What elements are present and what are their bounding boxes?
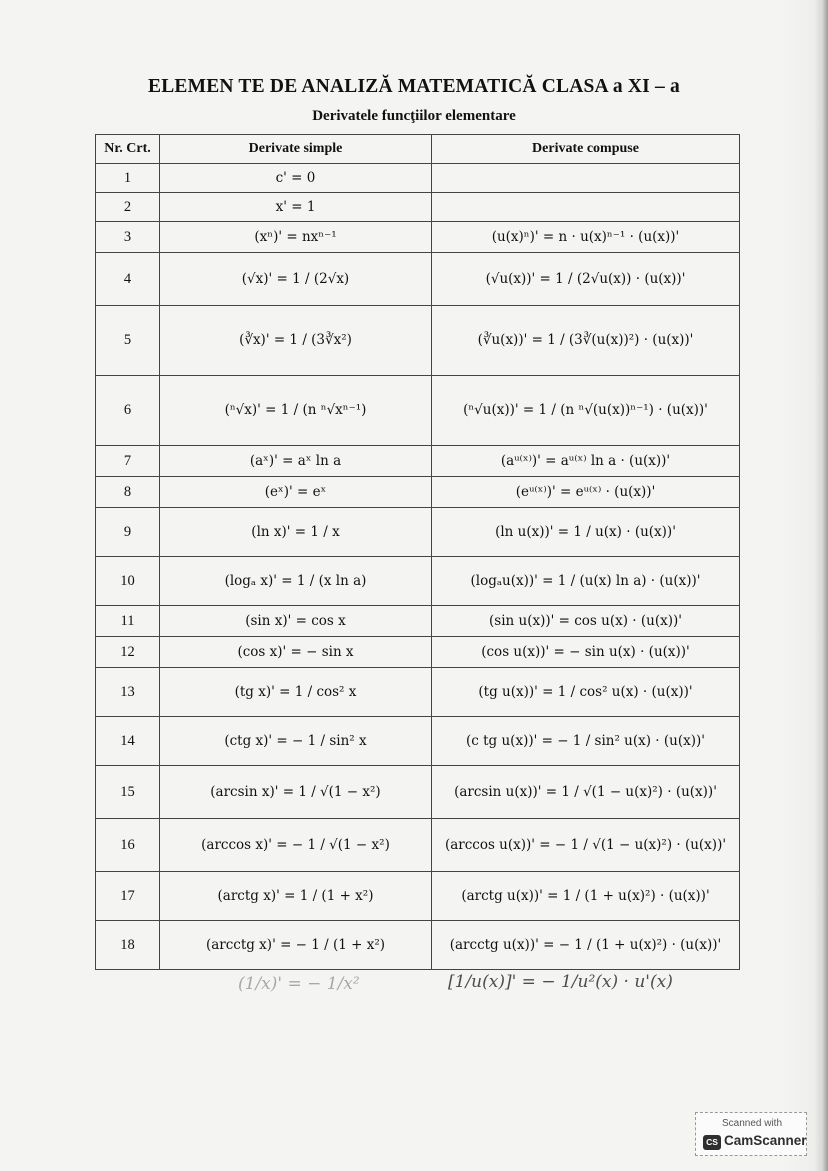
page-subtitle: Derivatele funcţiilor elementare [312, 108, 516, 124]
row-number: 17 [96, 872, 160, 921]
simple-derivative [160, 557, 432, 606]
formula: (xⁿ)' = nxⁿ⁻¹ [254, 228, 337, 245]
table-row [96, 222, 740, 253]
table-row [96, 477, 740, 508]
simple-derivative [160, 766, 432, 819]
row-number: 8 [96, 477, 160, 508]
formula: x' = 1 [275, 198, 316, 215]
formula: (arcsin x)' = 1 / √(1 − x²) [210, 783, 381, 800]
formula: (sin u(x))' = cos u(x) · (u(x))' [489, 612, 682, 629]
column-header-nr: Nr. Crt. [96, 135, 160, 164]
formula: (ⁿ√x)' = 1 / (n ⁿ√xⁿ⁻¹) [224, 402, 367, 418]
table-row [96, 606, 740, 637]
formula: (cos u(x))' = − sin u(x) · (u(x))' [481, 643, 690, 660]
compound-derivative [432, 637, 740, 668]
compound-derivative [432, 222, 740, 253]
formula: (logₐ x)' = 1 / (x ln a) [224, 572, 367, 589]
simple-derivative [160, 164, 432, 193]
simple-derivative [160, 306, 432, 376]
compound-derivative [432, 766, 740, 819]
formula: c' = 0 [275, 169, 316, 186]
simple-derivative [160, 253, 432, 306]
formula: (arccos x)' = − 1 / √(1 − x²) [201, 836, 390, 853]
simple-derivative [160, 921, 432, 970]
row-number: 14 [96, 717, 160, 766]
compound-derivative [432, 477, 740, 508]
camscanner-brand: CamScanner [724, 1133, 807, 1148]
formula: (tg x)' = 1 / cos² x [234, 683, 357, 700]
handwritten-note-right: [1/u(x)]' = − 1/u²(x) · u'(x) [448, 972, 673, 992]
row-number: 1 [96, 164, 160, 193]
formula: (aˣ)' = aˣ ln a [249, 452, 342, 469]
formula: (eᵘ⁽ˣ⁾)' = eᵘ⁽ˣ⁾ · (u(x))' [515, 483, 656, 500]
compound-derivative [432, 193, 740, 222]
formula: (∛u(x))' = 1 / (3∛(u(x))²) · (u(x))' [477, 332, 694, 348]
formula: (logₐu(x))' = 1 / (u(x) ln a) · (u(x))' [470, 572, 701, 589]
compound-derivative [432, 557, 740, 606]
table-row [96, 446, 740, 477]
row-number: 16 [96, 819, 160, 872]
row-number: 18 [96, 921, 160, 970]
table-row [96, 253, 740, 306]
compound-derivative [432, 819, 740, 872]
compound-derivative [432, 253, 740, 306]
table-row [96, 668, 740, 717]
compound-derivative [432, 872, 740, 921]
formula: (ln x)' = 1 / x [251, 523, 340, 540]
derivatives-table [95, 134, 740, 970]
formula: (sin x)' = cos x [245, 612, 346, 629]
formula: (ⁿ√u(x))' = 1 / (n ⁿ√(u(x))ⁿ⁻¹) · (u(x))' [463, 402, 708, 418]
simple-derivative [160, 222, 432, 253]
compound-derivative [432, 164, 740, 193]
formula: (arcsin u(x))' = 1 / √(1 − u(x)²) · (u(x))' [454, 783, 717, 800]
handwritten-note-left: (1/x)' = − 1/x² [238, 974, 360, 994]
row-number: 9 [96, 508, 160, 557]
formula: (arccos u(x))' = − 1 / √(1 − u(x)²) · (u(x))' [444, 836, 727, 853]
formula: (arcctg u(x))' = − 1 / (1 + u(x)²) · (u(x))' [449, 936, 722, 953]
page-title: ELEMEN TE DE ANALIZĂ MATEMATICĂ CLASA a XI – a [148, 76, 680, 97]
table-row [96, 376, 740, 446]
simple-derivative [160, 376, 432, 446]
row-number: 11 [96, 606, 160, 637]
formula: (tg u(x))' = 1 / cos² u(x) · (u(x))' [478, 683, 693, 700]
formula: (arcctg x)' = − 1 / (1 + x²) [205, 936, 386, 953]
table-row [96, 637, 740, 668]
table-row [96, 557, 740, 606]
formula: (∛x)' = 1 / (3∛x²) [239, 332, 352, 348]
table-row [96, 766, 740, 819]
column-header-simple: Derivate simple [160, 135, 432, 164]
formula: (√x)' = 1 / (2√x) [241, 270, 350, 287]
row-number: 2 [96, 193, 160, 222]
row-number: 7 [96, 446, 160, 477]
table-row [96, 164, 740, 193]
simple-derivative [160, 477, 432, 508]
table-row [96, 819, 740, 872]
row-number: 6 [96, 376, 160, 446]
simple-derivative [160, 819, 432, 872]
row-number: 13 [96, 668, 160, 717]
column-header-compound: Derivate compuse [432, 135, 740, 164]
simple-derivative [160, 508, 432, 557]
table-row [96, 717, 740, 766]
simple-derivative [160, 717, 432, 766]
formula: (ctg x)' = − 1 / sin² x [224, 732, 367, 749]
formula: (c tg u(x))' = − 1 / sin² u(x) · (u(x))' [466, 732, 705, 749]
table-row [96, 508, 740, 557]
formula: (ln u(x))' = 1 / u(x) · (u(x))' [495, 523, 676, 540]
formula: (arctg u(x))' = 1 / (1 + u(x)²) · (u(x))' [461, 887, 710, 904]
scanned-with-label: Scanned with [721, 1118, 783, 1129]
table-row [96, 921, 740, 970]
camscanner-watermark [695, 1112, 807, 1156]
formula: (u(x)ⁿ)' = n · u(x)ⁿ⁻¹ · (u(x))' [491, 228, 680, 245]
compound-derivative [432, 606, 740, 637]
simple-derivative [160, 637, 432, 668]
table-row [96, 872, 740, 921]
compound-derivative [432, 668, 740, 717]
row-number: 4 [96, 253, 160, 306]
compound-derivative [432, 717, 740, 766]
compound-derivative [432, 446, 740, 477]
table-header-row [96, 135, 740, 164]
camscanner-logo-icon: CS [703, 1135, 721, 1150]
simple-derivative [160, 606, 432, 637]
simple-derivative [160, 668, 432, 717]
simple-derivative [160, 446, 432, 477]
formula: (√u(x))' = 1 / (2√u(x)) · (u(x))' [485, 270, 686, 287]
formula: (cos x)' = − sin x [237, 643, 354, 660]
compound-derivative [432, 921, 740, 970]
formula: (eˣ)' = eˣ [264, 483, 327, 500]
compound-derivative [432, 376, 740, 446]
formula: (aᵘ⁽ˣ⁾)' = aᵘ⁽ˣ⁾ ln a · (u(x))' [500, 452, 671, 469]
compound-derivative [432, 306, 740, 376]
compound-derivative [432, 508, 740, 557]
table-row [96, 193, 740, 222]
row-number: 10 [96, 557, 160, 606]
row-number: 5 [96, 306, 160, 376]
simple-derivative [160, 193, 432, 222]
simple-derivative [160, 872, 432, 921]
table-row [96, 306, 740, 376]
row-number: 3 [96, 222, 160, 253]
page-edge-shadow [782, 0, 828, 1171]
formula: (arctg x)' = 1 / (1 + x²) [217, 887, 374, 904]
row-number: 12 [96, 637, 160, 668]
row-number: 15 [96, 766, 160, 819]
